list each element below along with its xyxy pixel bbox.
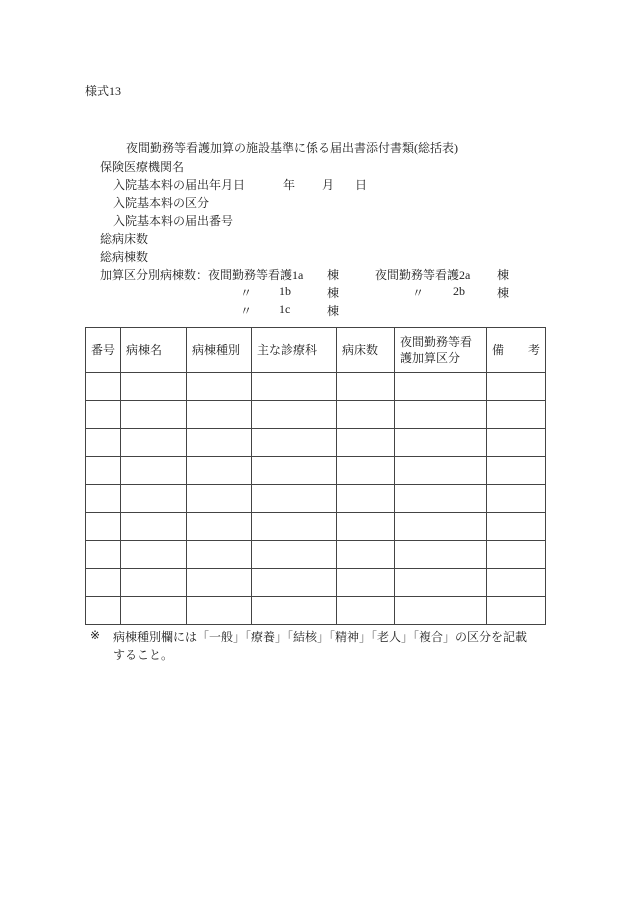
table-cell — [252, 541, 337, 569]
ditto-mark: 〃 — [412, 286, 425, 300]
table-cell — [86, 401, 121, 429]
table-cell — [337, 513, 395, 541]
table-cell — [187, 429, 252, 457]
table-row — [86, 457, 546, 485]
table-cell — [487, 401, 546, 429]
table-row — [86, 513, 546, 541]
table-cell — [337, 373, 395, 401]
table-cell — [487, 373, 546, 401]
care-1b-label: 1b — [279, 284, 291, 298]
table-cell — [86, 513, 121, 541]
ward-count-row-1 — [0, 266, 630, 282]
table-cell — [187, 569, 252, 597]
table-cell — [395, 513, 487, 541]
table-cell — [252, 457, 337, 485]
table-body — [86, 373, 546, 625]
table-cell — [121, 373, 187, 401]
table-row — [86, 485, 546, 513]
table-cell — [121, 541, 187, 569]
unit-label: 棟 — [327, 286, 340, 300]
table-cell — [337, 457, 395, 485]
table-cell — [86, 429, 121, 457]
notification-date-label: 入院基本料の届出年月日 — [113, 178, 246, 192]
total-wards-label: 総病棟数 — [100, 250, 149, 264]
care-1a-label: 夜間勤務等看護1a — [208, 268, 304, 282]
footnote-mark: ※ — [90, 628, 101, 642]
care-2a-label: 夜間勤務等看護2a — [375, 268, 471, 282]
table-cell — [187, 457, 252, 485]
unit-label: 棟 — [327, 304, 340, 318]
table-cell — [487, 569, 546, 597]
table-header-row — [86, 328, 546, 373]
field-institution-name — [0, 158, 630, 174]
form-number: 様式13 — [85, 84, 122, 98]
table-cell — [395, 457, 487, 485]
table-row — [86, 597, 546, 625]
institution-name-label: 保険医療機関名 — [100, 160, 185, 174]
table-cell — [487, 513, 546, 541]
header-care-addition-category: 夜間勤務等看護加算区分 — [395, 328, 487, 373]
ward-table — [85, 327, 546, 625]
table-cell — [187, 373, 252, 401]
table-cell — [121, 401, 187, 429]
table-cell — [487, 429, 546, 457]
table-cell — [121, 457, 187, 485]
table-cell — [395, 597, 487, 625]
header-ward-name: 病棟名 — [121, 328, 187, 373]
footnote-text: 病棟種別欄には「一般」「療養」「結核」「精神」「老人」「複合」の区分を記載 — [113, 630, 528, 644]
table-cell — [86, 541, 121, 569]
form-title: 夜間勤務等看護加算の施設基準に係る届出書添付書類(総括表) — [126, 141, 458, 155]
unit-label: 棟 — [327, 268, 340, 282]
table-cell — [252, 373, 337, 401]
table-cell — [337, 597, 395, 625]
table-cell — [395, 373, 487, 401]
table-cell — [252, 569, 337, 597]
field-notification-number — [0, 212, 630, 228]
ward-count-row-2 — [0, 284, 630, 300]
table-cell — [187, 597, 252, 625]
notification-number-label: 入院基本料の届出番号 — [113, 214, 234, 228]
care-1c-label: 1c — [279, 302, 291, 316]
table-cell — [337, 429, 395, 457]
footnote-text-continued: すること。 — [113, 648, 174, 662]
header-remarks: 備 考 — [487, 328, 546, 373]
table-cell — [487, 597, 546, 625]
table-cell — [487, 541, 546, 569]
table-row — [86, 541, 546, 569]
table-cell — [252, 401, 337, 429]
table-cell — [252, 485, 337, 513]
table-cell — [86, 485, 121, 513]
table-cell — [395, 485, 487, 513]
table-row — [86, 429, 546, 457]
header-bed-count: 病床数 — [337, 328, 395, 373]
field-basic-fee-category — [0, 194, 630, 210]
basic-fee-category-label: 入院基本料の区分 — [113, 196, 210, 210]
table-cell — [395, 401, 487, 429]
date-month-label: 月 — [322, 178, 335, 192]
table-cell — [86, 597, 121, 625]
table-cell — [86, 569, 121, 597]
table-cell — [252, 597, 337, 625]
table-row — [86, 373, 546, 401]
table-cell — [86, 373, 121, 401]
table-cell — [337, 541, 395, 569]
table-cell — [121, 513, 187, 541]
care-2b-label: 2b — [453, 284, 465, 298]
header-main-department: 主な診療科 — [252, 328, 337, 373]
table-cell — [187, 401, 252, 429]
table-cell — [395, 569, 487, 597]
field-notification-date — [0, 176, 630, 192]
footnote-line-2 — [0, 646, 630, 662]
table-cell — [121, 485, 187, 513]
table-row — [86, 569, 546, 597]
table-cell — [86, 457, 121, 485]
unit-label: 棟 — [497, 286, 510, 300]
table-cell — [252, 429, 337, 457]
table-cell — [187, 541, 252, 569]
date-year-label: 年 — [283, 178, 296, 192]
table-cell — [337, 485, 395, 513]
field-total-wards — [0, 248, 630, 264]
table-cell — [395, 429, 487, 457]
header-ward-type: 病棟種別 — [187, 328, 252, 373]
table-cell — [487, 485, 546, 513]
header-number: 番号 — [86, 328, 121, 373]
table-cell — [121, 569, 187, 597]
field-total-beds — [0, 230, 630, 246]
table-cell — [337, 569, 395, 597]
table-cell — [337, 401, 395, 429]
unit-label: 棟 — [497, 268, 510, 282]
footnote-line-1 — [0, 628, 630, 644]
date-day-label: 日 — [355, 178, 368, 192]
total-beds-label: 総病床数 — [100, 232, 149, 246]
ward-counts-label: 加算区分別病棟数： — [100, 268, 209, 282]
ditto-mark: 〃 — [240, 304, 253, 318]
table-cell — [187, 485, 252, 513]
table-cell — [487, 457, 546, 485]
table-cell — [252, 513, 337, 541]
table-row — [86, 401, 546, 429]
table-cell — [121, 429, 187, 457]
ditto-mark: 〃 — [240, 286, 253, 300]
table-cell — [187, 513, 252, 541]
ward-count-row-3 — [0, 302, 630, 318]
table-cell — [395, 541, 487, 569]
table-cell — [121, 597, 187, 625]
